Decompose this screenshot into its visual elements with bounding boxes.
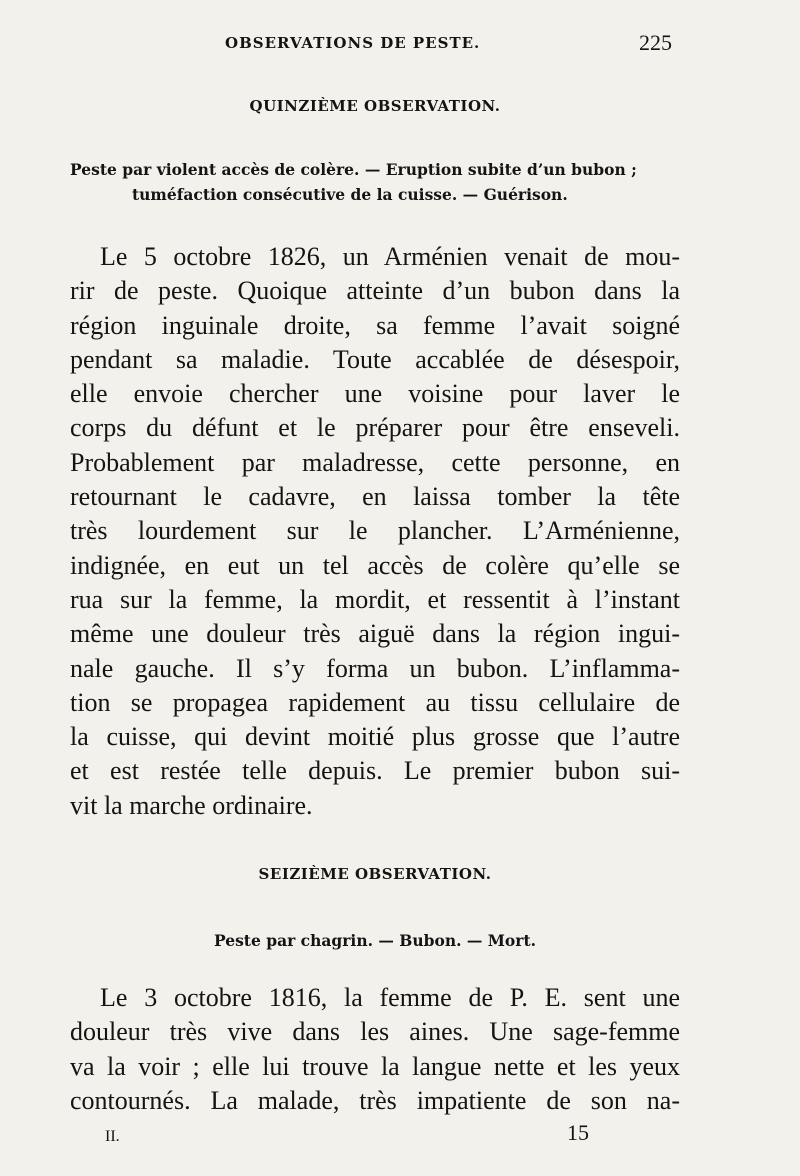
body-line: contournés. La malade, très impatiente de son na-: [70, 1085, 680, 1115]
body-line: douleur très vive dans les aines. Une sage-femme: [70, 1017, 680, 1047]
body-line: et est restée telle depuis. Le premier bubon sui-: [70, 756, 680, 786]
body-line: pendant sa maladie. Toute accablée de désespoir,: [70, 344, 680, 374]
body-line: Probablement par maladresse, cette personne, en: [70, 447, 680, 477]
body-line: tion se propagea rapidement au tissu cellulaire de: [70, 687, 680, 717]
page-footer: [105, 1120, 605, 1150]
observation-15-body: [70, 240, 680, 823]
body-line: nale gauche. Il s’y forma un bubon. L’inflamma-: [70, 653, 680, 683]
observation-16-body: [70, 981, 680, 1118]
summary-line: Peste par violent accès de colère. — Eruption subite d’un bubon ;: [70, 160, 637, 179]
body-line: elle envoie chercher une voisine pour laver le: [70, 379, 680, 409]
observation-16-summary: [70, 928, 680, 953]
running-header: [70, 30, 680, 60]
observation-15-heading: QUINZIÈME OBSERVATION.: [249, 97, 501, 115]
body-line: indignée, en eut un tel accès de colère qu’elle se: [70, 550, 680, 580]
body-line: la cuisse, qui devint moitié plus grosse que l’autre: [70, 722, 680, 752]
body-line: va la voir ; elle lui trouve la langue nette et les yeux: [70, 1051, 680, 1081]
observation-16-heading: SEIZIÈME OBSERVATION.: [258, 865, 492, 883]
body-line: corps du défunt et le préparer pour être enseveli.: [70, 413, 680, 443]
observation-15-summary: [70, 157, 680, 207]
body-line: rir de peste. Quoique atteinte d’un bubon dans la: [70, 276, 680, 306]
body-line: même une douleur très aiguë dans la région ingui-: [70, 619, 680, 649]
body-line: vit la marche ordinaire.: [70, 790, 313, 820]
body-line: Le 5 octobre 1826, un Arménien venait de mou-: [100, 242, 680, 271]
body-line: très lourdement sur le plancher. L’Arménienne,: [70, 516, 680, 546]
summary-line: tuméfaction consécutive de la cuisse. — Guérison.: [132, 185, 568, 204]
body-line: rua sur la femme, la mordit, et ressentit à l’instant: [70, 584, 680, 614]
body-line: région inguinale droite, sa femme l’avait soigné: [70, 310, 680, 340]
summary-line: Peste par chagrin. — Bubon. — Mort.: [213, 931, 536, 950]
signature-mark: II.: [105, 1128, 120, 1145]
body-line: Le 3 octobre 1816, la femme de P. E. sent une: [100, 983, 680, 1012]
body-line: retournant le cadavre, en laissa tomber la tête: [70, 482, 680, 512]
running-title: OBSERVATIONS DE PESTE.: [225, 34, 481, 52]
page-number: 225: [639, 30, 672, 55]
folio-number: 15: [567, 1120, 589, 1145]
